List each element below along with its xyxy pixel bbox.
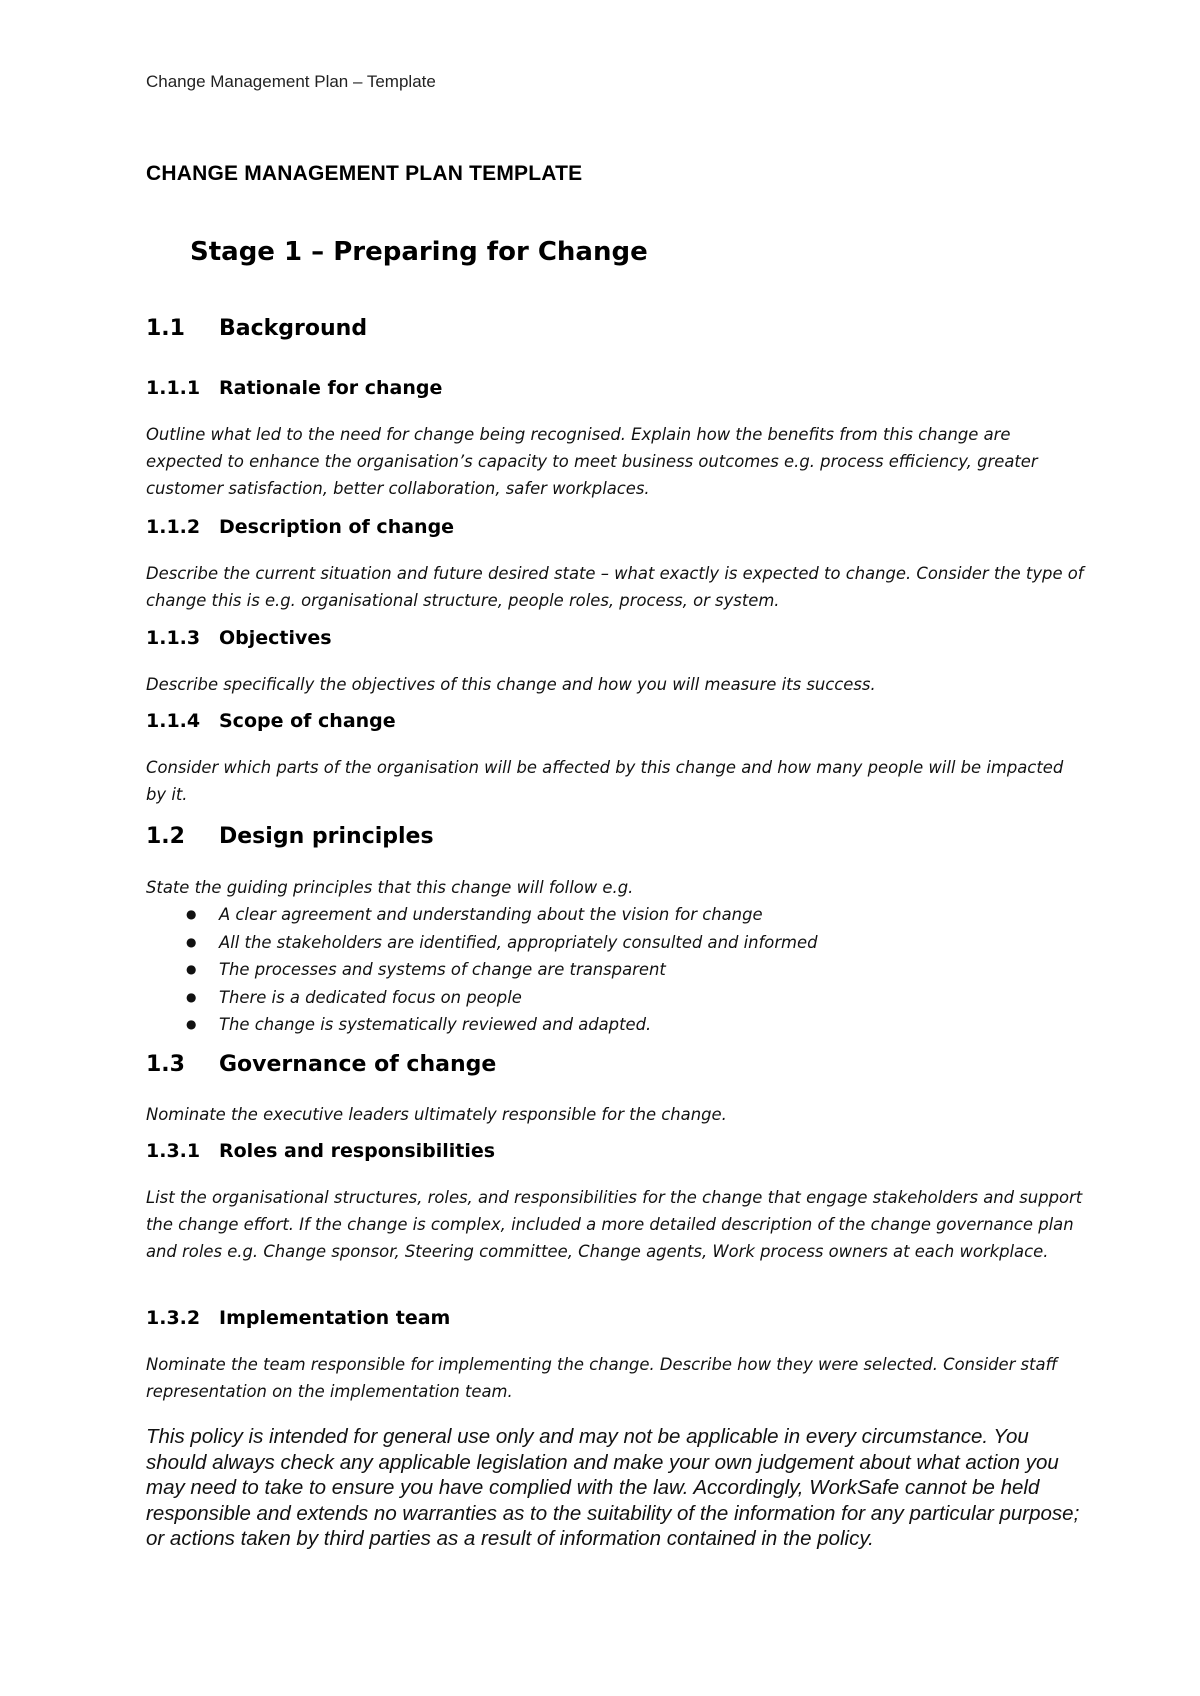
heading-number: 1.1.1: [146, 377, 201, 399]
heading-number: 1.1: [146, 316, 185, 341]
list-item: ● All the stakeholders are identified, appropriately consulted and informed: [146, 929, 818, 957]
heading-number: 1.1.2: [146, 516, 201, 538]
objectives-body: Describe specifically the objectives of this change and how you will measure its success.: [146, 675, 876, 694]
list-item: ● The change is systematically reviewed and adapted.: [146, 1011, 818, 1039]
heading-number: 1.1.3: [146, 627, 201, 649]
heading-text: Scope of change: [219, 710, 396, 732]
heading-1-3-1: [146, 1140, 495, 1162]
list-item: ● There is a dedicated focus on people: [146, 984, 818, 1012]
description-body: Describe the current situation and future desired state – what exactly is expected to change. Consider the type of change this is e.g. organisational structure, people roles, process, or system.: [146, 564, 1084, 610]
heading-text: Governance of change: [219, 1052, 497, 1077]
rationale-body: Outline what led to the need for change being recognised. Explain how the benefits from this change are expected to enhance the organisation’s capacity to meet business outcomes e.g. process efficiency, greater customer satisfaction, better collaboration, safer workplaces.: [146, 425, 1038, 498]
bullet-icon: ●: [186, 907, 197, 921]
design-principles-list: [146, 901, 818, 1039]
heading-1-1-3: [146, 627, 332, 649]
bullet-icon: ●: [186, 962, 197, 976]
bullet-icon: ●: [186, 1017, 197, 1031]
governance-body: Nominate the executive leaders ultimately responsible for the change.: [146, 1105, 727, 1124]
design-principles-intro: State the guiding principles that this change will follow e.g.: [146, 878, 634, 897]
heading-text: Design principles: [219, 824, 434, 849]
heading-text: Objectives: [219, 627, 332, 649]
heading-number: 1.3.1: [146, 1140, 201, 1162]
list-item: ● A clear agreement and understanding about the vision for change: [146, 901, 818, 929]
heading-text: Description of change: [219, 516, 455, 538]
running-header: Change Management Plan – Template: [146, 72, 436, 91]
heading-1-2: [146, 824, 434, 849]
heading-1-3-2: [146, 1307, 450, 1329]
heading-1-1-1: [146, 377, 442, 399]
heading-text: Rationale for change: [219, 377, 443, 399]
heading-number: 1.2: [146, 824, 185, 849]
disclaimer: This policy is intended for general use only and may not be applicable in every circumstance. You should always check any applicable legislation and make your own judgement about what action you may need to take to ensure you have complied with the law. Accordingly, WorkSafe cannot be held responsible and extends no warranties as to the suitability of the information for any particular purpose; or actions taken by third parties as a result of information contained in the policy.: [146, 1425, 1080, 1550]
heading-number: 1.1.4: [146, 710, 201, 732]
heading-text: Background: [219, 316, 368, 341]
heading-text: Implementation team: [219, 1307, 451, 1329]
list-item: ● The processes and systems of change are transparent: [146, 956, 818, 984]
heading-1-3: [146, 1052, 496, 1077]
heading-number: 1.3.2: [146, 1307, 201, 1329]
heading-number: 1.3: [146, 1052, 185, 1077]
bullet-icon: ●: [186, 989, 197, 1004]
implementation-body: Nominate the team responsible for implementing the change. Describe how they were selected. Consider staff representation on the implementation team.: [146, 1355, 1058, 1401]
heading-text: Roles and responsibilities: [219, 1140, 496, 1162]
heading-1-1-2: [146, 516, 454, 538]
stage-title: Stage 1 – Preparing for Change: [190, 237, 648, 267]
bullet-icon: ●: [186, 934, 197, 949]
roles-body: List the organisational structures, roles, and responsibilities for the change that engage stakeholders and support the change effort. If the change is complex, included a more detailed description of the change governance plan and roles e.g. Change sponsor, Steering committee, Change agents, Work process owners at each workplace.: [146, 1188, 1083, 1261]
document-title: CHANGE MANAGEMENT PLAN TEMPLATE: [146, 162, 583, 185]
heading-1-1-4: [146, 710, 396, 732]
heading-1-1: [146, 316, 367, 341]
scope-body: Consider which parts of the organisation will be affected by this change and how many people will be impacted by it.: [146, 758, 1064, 804]
